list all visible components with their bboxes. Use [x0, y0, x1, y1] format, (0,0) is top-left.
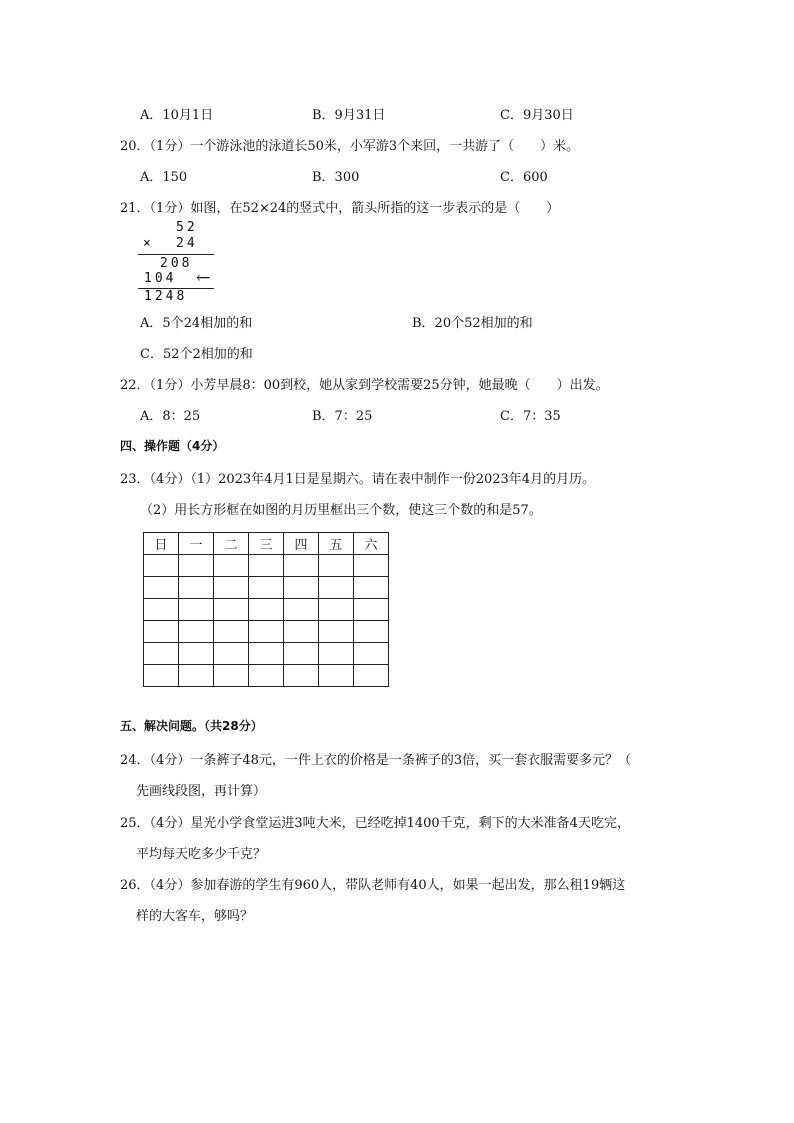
calendar-cell[interactable] — [144, 643, 179, 665]
calendar-cell[interactable] — [179, 643, 214, 665]
q20-option-b: B．300 — [312, 170, 360, 185]
q25-line-2: 平均每天吃多少千克？ — [136, 847, 267, 862]
calendar-cell[interactable] — [354, 555, 389, 577]
q24-line-2: 先画线段图，再计算） — [136, 784, 267, 799]
calendar-cell[interactable] — [354, 599, 389, 621]
calendar-cell[interactable] — [144, 665, 179, 687]
q21-stem: 21．（1分）如图，在52×24的竖式中，箭头所指的这一步表示的是（ ） — [120, 201, 560, 216]
calendar-cell[interactable] — [179, 577, 214, 599]
calendar-cell[interactable] — [249, 643, 284, 665]
calendar-cell[interactable] — [354, 577, 389, 599]
q21-option-b: B．20个52相加的和 — [412, 316, 533, 331]
calendar-row — [144, 665, 389, 687]
calendar-cell[interactable] — [179, 665, 214, 687]
calendar-header-cell: 三 — [249, 533, 284, 555]
calendar-header-cell: 四 — [284, 533, 319, 555]
calendar-cell[interactable] — [214, 599, 249, 621]
calendar-cell[interactable] — [354, 665, 389, 687]
q19-option-a: A．10月1日 — [140, 108, 214, 123]
q21-option-a: A．5个24相加的和 — [140, 316, 253, 331]
calendar-cell[interactable] — [144, 621, 179, 643]
calendar-header-cell: 五 — [319, 533, 354, 555]
calendar-header-cell: 二 — [214, 533, 249, 555]
q22-option-c: C．7：35 — [500, 409, 561, 424]
q22-option-a: A．8：25 — [140, 409, 201, 424]
vertical-row-52: 52 — [176, 220, 198, 235]
calendar-cell[interactable] — [319, 555, 354, 577]
calendar-cell[interactable] — [249, 665, 284, 687]
calendar-cell[interactable] — [144, 599, 179, 621]
vertical-row-208: 208 — [160, 256, 193, 271]
calendar-row — [144, 555, 389, 577]
q26-line-2: 样的大客车，够吗？ — [136, 909, 254, 924]
calendar-cell[interactable] — [284, 599, 319, 621]
calendar-cell[interactable] — [144, 555, 179, 577]
vertical-row-104: 104 — [144, 271, 177, 286]
calendar-cell[interactable] — [284, 665, 319, 687]
calendar-cell[interactable] — [319, 577, 354, 599]
calendar-cell[interactable] — [249, 555, 284, 577]
calendar-cell[interactable] — [179, 621, 214, 643]
vertical-row-24: 24 — [176, 236, 198, 251]
calendar-row — [144, 643, 389, 665]
vertical-rule-1 — [138, 254, 214, 255]
q25-line-1: 25．（4分）星光小学食堂运进3吨大米，已经吃掉1400千克，剩下的大米准备4天吃完， — [120, 816, 630, 831]
calendar-cell[interactable] — [214, 643, 249, 665]
calendar-cell[interactable] — [284, 643, 319, 665]
q19-option-c: C．9月30日 — [500, 108, 574, 123]
calendar-header-cell: 日 — [144, 533, 179, 555]
calendar-row — [144, 599, 389, 621]
calendar-cell[interactable] — [214, 665, 249, 687]
section-4-title: 四、操作题（4分） — [120, 439, 225, 453]
calendar-cell[interactable] — [249, 621, 284, 643]
calendar-header-cell: 一 — [179, 533, 214, 555]
calendar-cell[interactable] — [249, 599, 284, 621]
calendar-cell[interactable] — [319, 599, 354, 621]
calendar-cell[interactable] — [354, 621, 389, 643]
calendar-cell[interactable] — [179, 555, 214, 577]
calendar-cell[interactable] — [319, 621, 354, 643]
calendar-cell[interactable] — [214, 577, 249, 599]
q20-stem: 20．（1分）一个游泳池的泳道长50米，小军游3个来回，一共游了（ ）米。 — [120, 139, 580, 154]
q26-line-1: 26．（4分）参加春游的学生有960人，带队老师有40人，如果一起出发，那么租19辆这 — [120, 878, 626, 893]
q21-option-c: C．52个2相加的和 — [140, 347, 253, 362]
calendar-row — [144, 577, 389, 599]
calendar-cell[interactable] — [249, 577, 284, 599]
q24-line-1: 24．（4分）一条裤子48元，一件上衣的价格是一条裤子的3倍，买一套衣服需要多元？（ — [120, 753, 632, 768]
vertical-row-1248: 1248 — [144, 289, 188, 304]
q19-option-b: B．9月31日 — [312, 108, 386, 123]
calendar-cell[interactable] — [214, 555, 249, 577]
calendar-cell[interactable] — [284, 577, 319, 599]
calendar-cell[interactable] — [179, 599, 214, 621]
q23-line-2: （2）用长方形框在如图的月历里框出三个数，使这三个数的和是57。 — [140, 503, 542, 518]
section-5-title: 五、解决问题。（共28分） — [120, 719, 263, 733]
calendar-cell[interactable] — [214, 621, 249, 643]
calendar-cell[interactable] — [284, 621, 319, 643]
q20-option-a: A．150 — [140, 170, 188, 185]
calendar-row — [144, 621, 389, 643]
times-sign: × — [143, 236, 154, 251]
calendar-cell[interactable] — [354, 643, 389, 665]
left-arrow-icon: ← — [196, 268, 211, 288]
calendar-cell[interactable] — [319, 665, 354, 687]
q22-option-b: B．7：25 — [312, 409, 373, 424]
calendar-cell[interactable] — [284, 555, 319, 577]
q20-option-c: C．600 — [500, 170, 548, 185]
calendar-header-row — [144, 533, 389, 555]
calendar-table — [143, 532, 389, 687]
calendar-header-cell: 六 — [354, 533, 389, 555]
q22-stem: 22．（1分）小芳早晨8：00到校，她从家到学校需要25分钟，她最晚（ ）出发。 — [120, 378, 609, 393]
calendar-cell[interactable] — [144, 577, 179, 599]
q23-line-1: 23．（4分）（1）2023年4月1日是星期六。请在表中制作一份2023年4月的月历。 — [120, 472, 596, 487]
calendar-cell[interactable] — [319, 643, 354, 665]
